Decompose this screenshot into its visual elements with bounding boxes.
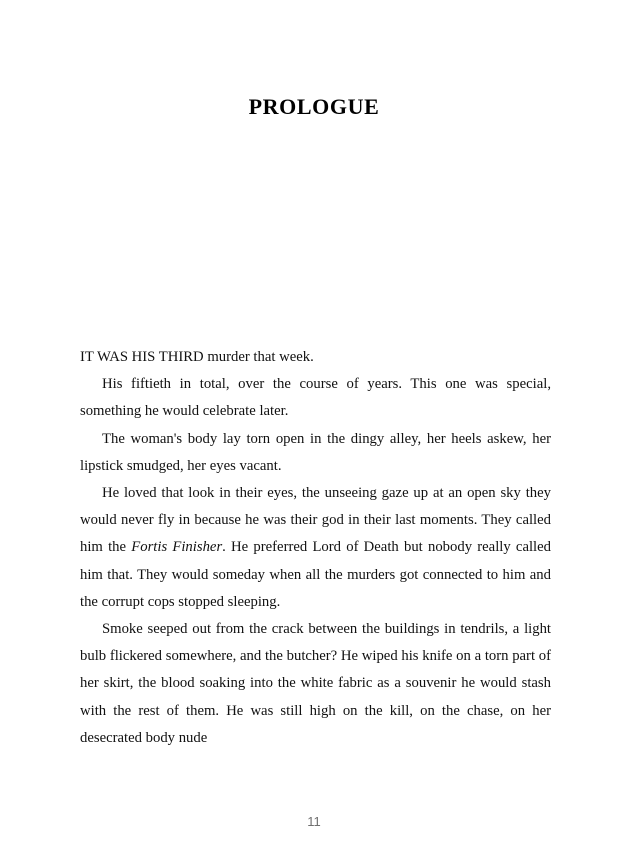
paragraph-3: The woman's body lay torn open in the dingy alley, her heels askew, her lipstick smudged, her eyes vacant. bbox=[80, 430, 551, 474]
paragraph-4-lead: He loved that look in their eyes, the unseeing gaze up at an open sky they would never fly in because he was their god in their last moments. They called him the bbox=[80, 485, 551, 556]
page-number: 11 bbox=[307, 814, 321, 829]
opening-remainder: murder that week. bbox=[203, 349, 314, 365]
page-title: PROLOGUE bbox=[248, 94, 380, 119]
paragraph-4-tail: . He preferred Lord of Death but nobody really called him that. They would someday when all the murders got connected to him and the corrupt cops stopped sleeping. bbox=[80, 539, 551, 610]
epithet-italic: Fortis Finisher bbox=[131, 539, 223, 556]
opening-capitals: IT WAS HIS THIRD bbox=[80, 349, 204, 365]
paragraph-5: Smoke seeped out from the crack between the buildings in tendrils, a light bulb flickered somewhere, and the butcher? He wiped his knife on a torn part of her skirt, the blood soaking into the white fabric as a souvenir he would stash with the rest of them. He was still high on the kill, on the chase, on her desecrated body nude bbox=[80, 621, 551, 746]
paragraph-2: His fiftieth in total, over the course of years. This one was special, something he would celebrate later. bbox=[80, 376, 551, 420]
paragraph-4 bbox=[80, 480, 551, 616]
body-text-block bbox=[80, 344, 551, 752]
paragraph-opening bbox=[80, 344, 551, 371]
